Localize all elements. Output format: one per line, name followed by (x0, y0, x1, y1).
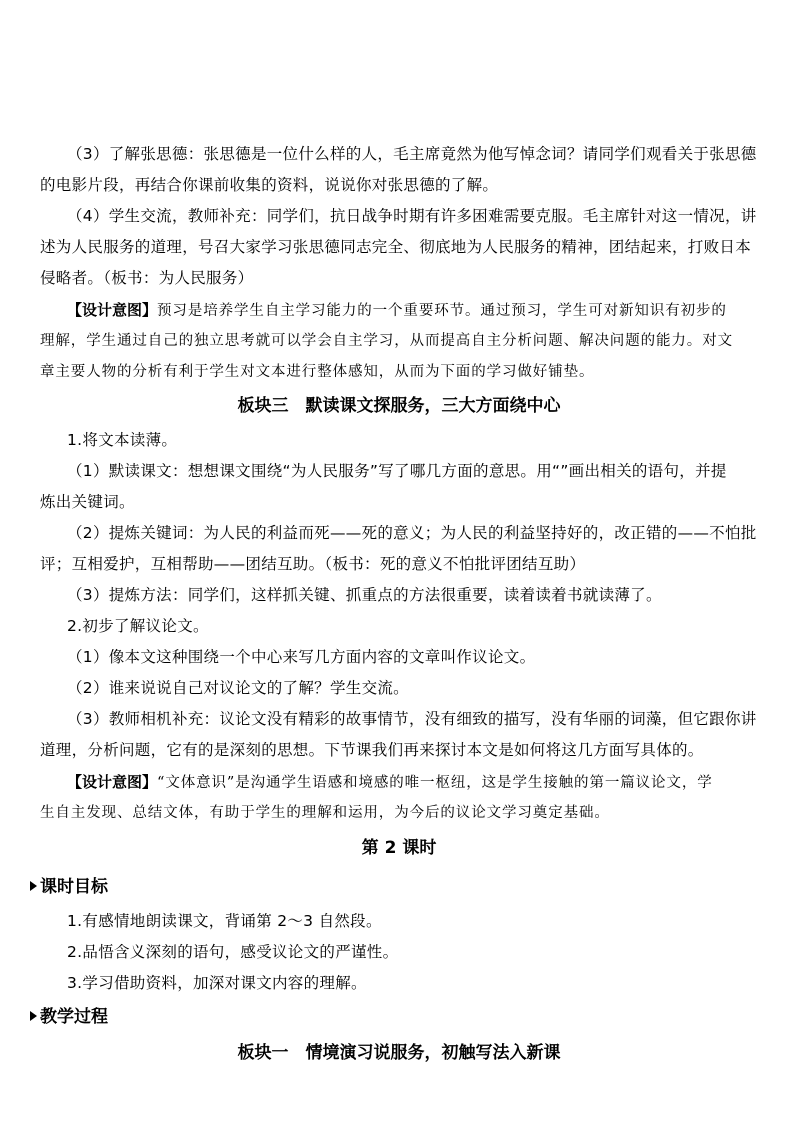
sub-3-line1: （3）教师相机补充：议论文没有精彩的故事情节，没有细致的描写，没有华丽的词藻，但它跟你讲 (67, 710, 757, 728)
paragraph-p3-line1: （3）了解张思德：张思德是一位什么样的人，毛主席竟然为他写悼念词？请同学们观看关于张思德 (67, 145, 757, 163)
sub-1: （1）像本文这种围绕一个中心来写几方面内容的文章叫作议论文。 (67, 648, 536, 666)
step-1-line2: 炼出关键词。 (40, 493, 135, 511)
design-intent-2-line1 (67, 767, 758, 798)
item-2: 2.初步了解议论文。 (67, 617, 209, 635)
paragraph-p4-line2: 述为人民服务的道理，号召大家学习张思德同志完全、彻底地为人民服务的精神，团结起来，打败日本 (40, 238, 752, 256)
design-intent-2-line2: 生自主发现、总结文体，有助于学生的理解和运用，为今后的议论文学习奠定基础。 (40, 805, 610, 821)
step-3: （3）提炼方法：同学们，这样抓关键、抓重点的方法很重要，读着读着书就读薄了。 (67, 586, 662, 604)
section-heading-block1: 板块一 情境演习说服务，初触写法入新课 (237, 1043, 561, 1063)
goals-heading-text: 课时目标 (40, 877, 108, 897)
process-heading-text: 教学过程 (40, 1007, 108, 1027)
design-intent-1-line2: 理解，学生通过自己的独立思考就可以学会自主学习，从而提高自主分析问题、解决问题的能力。对文 (40, 333, 733, 349)
design-intent-text: 预习是培养学生自主学习能力的一个重要环节。通过预习，学生可对新知识有初步的 (157, 303, 727, 319)
design-intent-tag: 【设计意图】 (67, 301, 158, 319)
step-2-line2: 评；互相爱护，互相帮助——团结互助。（板书：死的意义不怕批评团结互助） (40, 555, 586, 573)
goals-heading (30, 872, 108, 903)
triangle-bullet-icon (30, 881, 37, 891)
goal-3: 3.学习借助资料，加深对课文内容的理解。 (67, 974, 367, 992)
design-intent-tag: 【设计意图】 (67, 773, 158, 791)
design-intent-1-line3: 章主要人物的分析有利于学生对文本进行整体感知，从而为下面的学习做好铺垫。 (40, 364, 595, 380)
lesson-title: 第 2 课时 (361, 838, 437, 858)
paragraph-p4-line3: 侵略者。（板书：为人民服务） (40, 269, 254, 287)
step-1-line1: （1）默读课文：想想课文围绕“为人民服务”写了哪几方面的意思。用“”画出相关的语句，并提 (67, 462, 727, 480)
process-heading (30, 1002, 108, 1033)
paragraph-p4-line1: （4）学生交流，教师补充：同学们，抗日战争时期有许多困难需要克服。毛主席针对这一情况，讲 (67, 207, 757, 225)
section-heading-block3: 板块三 默读课文探服务，三大方面绕中心 (237, 396, 561, 416)
triangle-bullet-icon (30, 1011, 37, 1021)
goal-2: 2.品悟含义深刻的语句，感受议论文的严谨性。 (67, 943, 399, 961)
step-2-line1: （2）提炼关键词：为人民的利益而死——死的意义；为人民的利益坚持好的，改正错的——不怕批 (67, 524, 757, 542)
item-1: 1.将文本读薄。 (67, 431, 178, 449)
design-intent-text: “文体意识”是沟通学生语感和境感的唯一枢纽，这是学生接触的第一篇议论文，学 (157, 775, 713, 791)
goal-1: 1.有感情地朗读课文，背诵第 2～3 自然段。 (67, 912, 382, 930)
sub-2: （2）谁来说说自己对议论文的了解？学生交流。 (67, 679, 409, 697)
design-intent-1-line1 (67, 295, 758, 326)
paragraph-p3-line2: 的电影片段，再结合你课前收集的资料，说说你对张思德的了解。 (40, 176, 499, 194)
sub-3-line2: 道理，分析问题，它有的是深刻的思想。下节课我们再来探讨本文是如何将这几方面写具体的。 (40, 741, 704, 759)
